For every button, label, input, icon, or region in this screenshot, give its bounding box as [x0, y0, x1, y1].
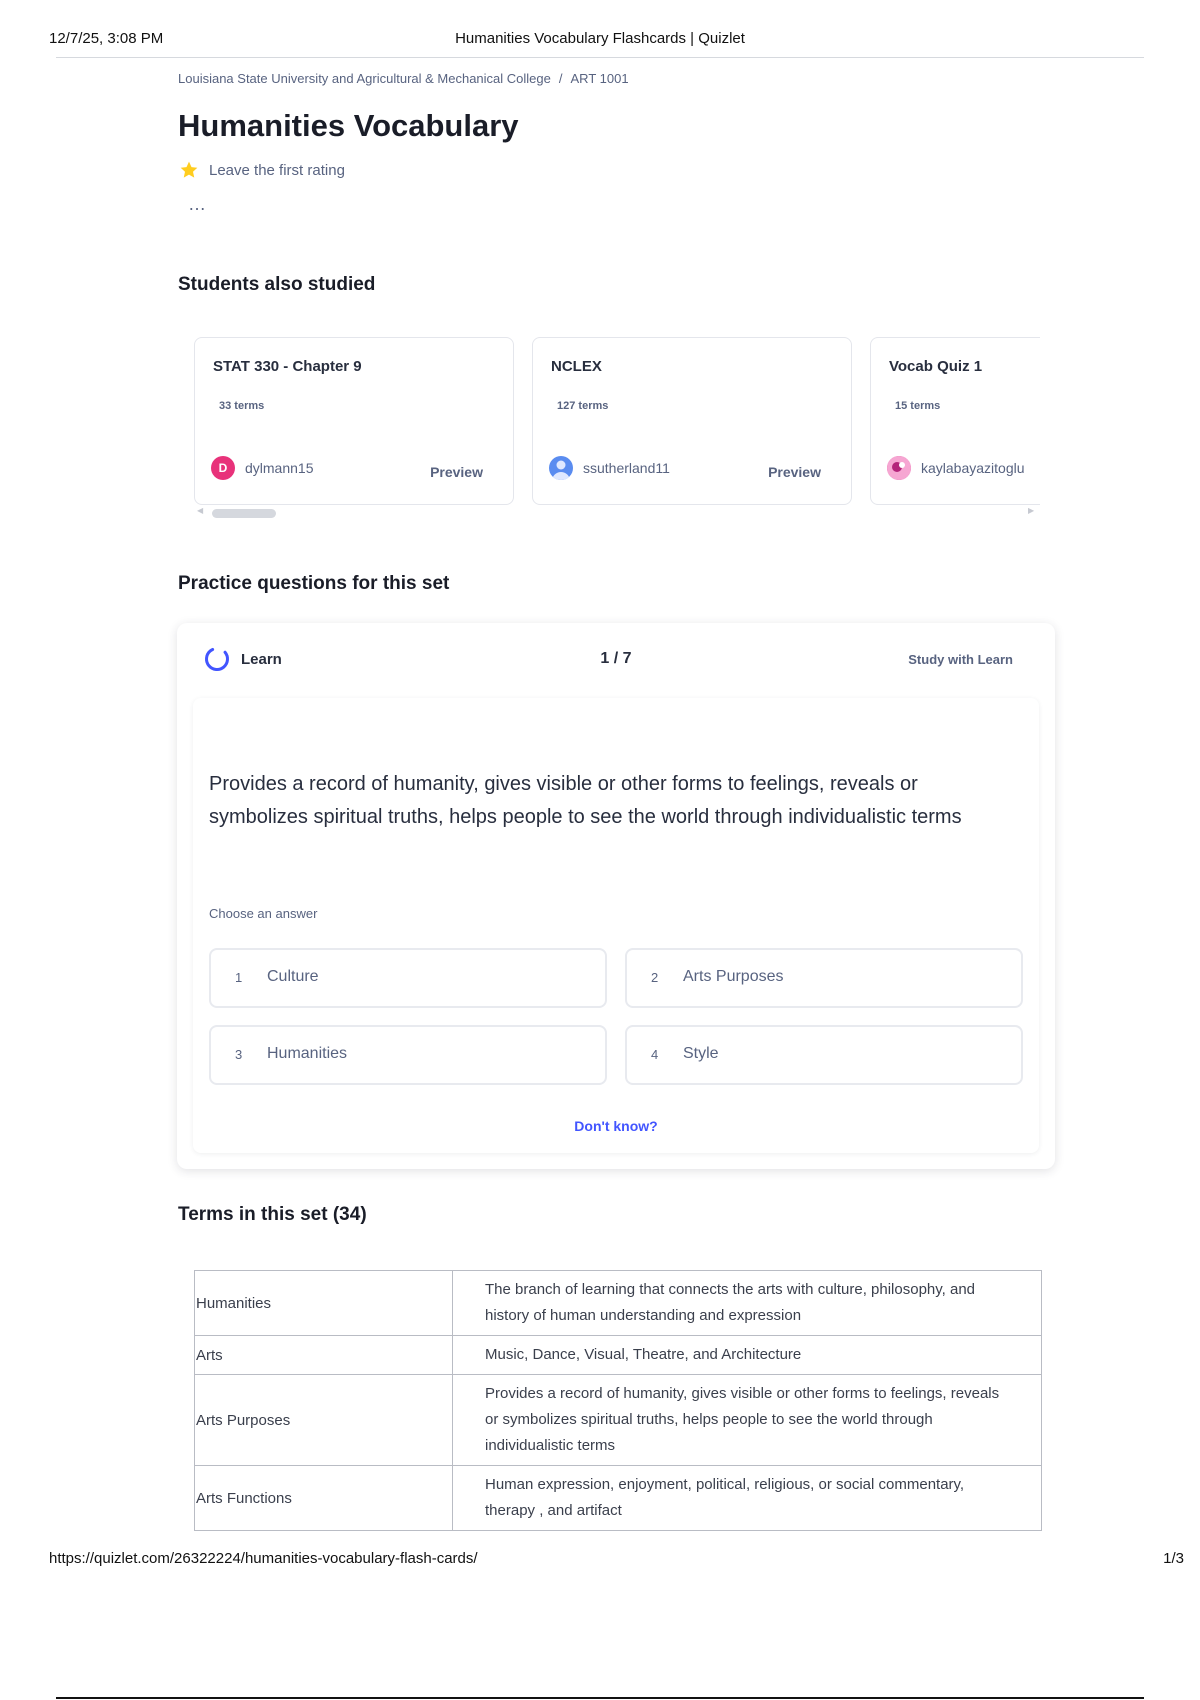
students-also-studied-heading: Students also studied: [178, 274, 376, 295]
avatar: D: [211, 456, 235, 480]
option-text: Culture: [267, 968, 319, 985]
question-card: [193, 698, 1039, 1153]
option-text: Humanities: [267, 1045, 348, 1062]
related-set-name[interactable]: STAT 330 - Chapter 9: [213, 358, 362, 375]
preview-button[interactable]: Preview: [430, 464, 483, 480]
term-cell: Humanities: [195, 1271, 453, 1336]
related-set-username[interactable]: dylmann15: [245, 460, 314, 476]
answer-option[interactable]: [209, 1025, 607, 1085]
header-divider: [56, 57, 1144, 58]
breadcrumb-school[interactable]: Louisiana State University and Agricultural & Mechanical College: [178, 71, 551, 86]
option-number: 2: [651, 970, 659, 985]
rating-label[interactable]: Leave the first rating: [209, 161, 345, 179]
print-header: [49, 30, 1151, 50]
related-set-card[interactable]: [870, 337, 1040, 505]
answer-option[interactable]: [625, 948, 1023, 1008]
related-set-term-count: 127 terms: [557, 400, 609, 412]
question-text: Provides a record of humanity, gives visible or other forms to feelings, reveals or symbolizes spiritual truths, helps people to see the world through individualistic terms: [209, 773, 962, 828]
related-set-card[interactable]: [194, 337, 514, 505]
practice-heading: Practice questions for this set: [178, 573, 450, 594]
terms-table: [194, 1270, 1042, 1531]
set-title: Humanities Vocabulary: [178, 108, 519, 143]
breadcrumb: [178, 71, 629, 86]
option-number: 3: [235, 1047, 243, 1062]
breadcrumb-course[interactable]: ART 1001: [570, 71, 629, 86]
definition-cell: Provides a record of humanity, gives visible or other forms to feelings, reveals or symbolizes spiritual truths, helps people to see the world through individualistic terms: [453, 1375, 1042, 1466]
star-icon: [179, 160, 199, 180]
avatar: [549, 456, 573, 480]
definition-cell: Human expression, enjoyment, political, religious, or social commentary, therapy , and artifact: [453, 1466, 1042, 1531]
related-set-username[interactable]: kaylabayazitoglu: [921, 460, 1025, 476]
terms-heading: Terms in this set (34): [178, 1204, 367, 1225]
footer-divider: [56, 1697, 1144, 1699]
learn-mode-label: Learn: [241, 651, 282, 668]
breadcrumb-separator: /: [558, 71, 563, 86]
table-row: [195, 1336, 1042, 1375]
definition-cell: The branch of learning that connects the arts with culture, philosophy, and history of human understanding and expression: [453, 1271, 1042, 1336]
print-footer-url: https://quizlet.com/26322224/humanities-vocabulary-flash-cards/: [49, 1550, 478, 1567]
user-silhouette-icon: [549, 456, 573, 480]
choose-answer-label: Choose an answer: [209, 906, 318, 921]
print-page-number: 1/3: [1163, 1550, 1184, 1567]
answer-option[interactable]: [209, 948, 607, 1008]
scroll-right-arrow-icon[interactable]: ▶: [1028, 506, 1035, 515]
avatar: [887, 456, 911, 480]
rating-row[interactable]: [179, 160, 345, 180]
question-progress: 1 / 7: [600, 650, 632, 667]
related-set-card[interactable]: [532, 337, 852, 505]
term-cell: Arts Functions: [195, 1466, 453, 1531]
more-options-icon[interactable]: …: [188, 194, 207, 214]
study-with-learn-link[interactable]: Study with Learn: [908, 652, 1013, 667]
print-page-title: Humanities Vocabulary Flashcards | Quizlet: [455, 30, 745, 47]
related-set-term-count: 33 terms: [219, 400, 265, 412]
profile-picture-icon: [887, 456, 911, 480]
table-row: [195, 1271, 1042, 1336]
answer-option[interactable]: [625, 1025, 1023, 1085]
carousel-scrollbar[interactable]: [212, 509, 276, 518]
option-number: 4: [651, 1047, 659, 1062]
preview-button[interactable]: Preview: [768, 464, 821, 480]
practice-panel: [177, 623, 1055, 1169]
related-set-username[interactable]: ssutherland11: [583, 460, 670, 476]
option-text: Arts Purposes: [683, 968, 784, 985]
option-number: 1: [235, 970, 243, 985]
option-text: Style: [683, 1045, 719, 1062]
dont-know-button[interactable]: Don't know?: [574, 1118, 658, 1134]
related-set-term-count: 15 terms: [895, 400, 941, 412]
related-set-name[interactable]: NCLEX: [551, 358, 602, 375]
print-datetime: 12/7/25, 3:08 PM: [49, 30, 164, 47]
definition-cell: Music, Dance, Visual, Theatre, and Architecture: [453, 1336, 1042, 1375]
term-cell: Arts: [195, 1336, 453, 1375]
related-set-name[interactable]: Vocab Quiz 1: [889, 358, 983, 375]
table-row: [195, 1466, 1042, 1531]
scroll-left-arrow-icon[interactable]: ◀: [197, 506, 204, 515]
term-cell: Arts Purposes: [195, 1375, 453, 1466]
related-sets-carousel[interactable]: [194, 337, 1040, 507]
table-row: [195, 1375, 1042, 1466]
